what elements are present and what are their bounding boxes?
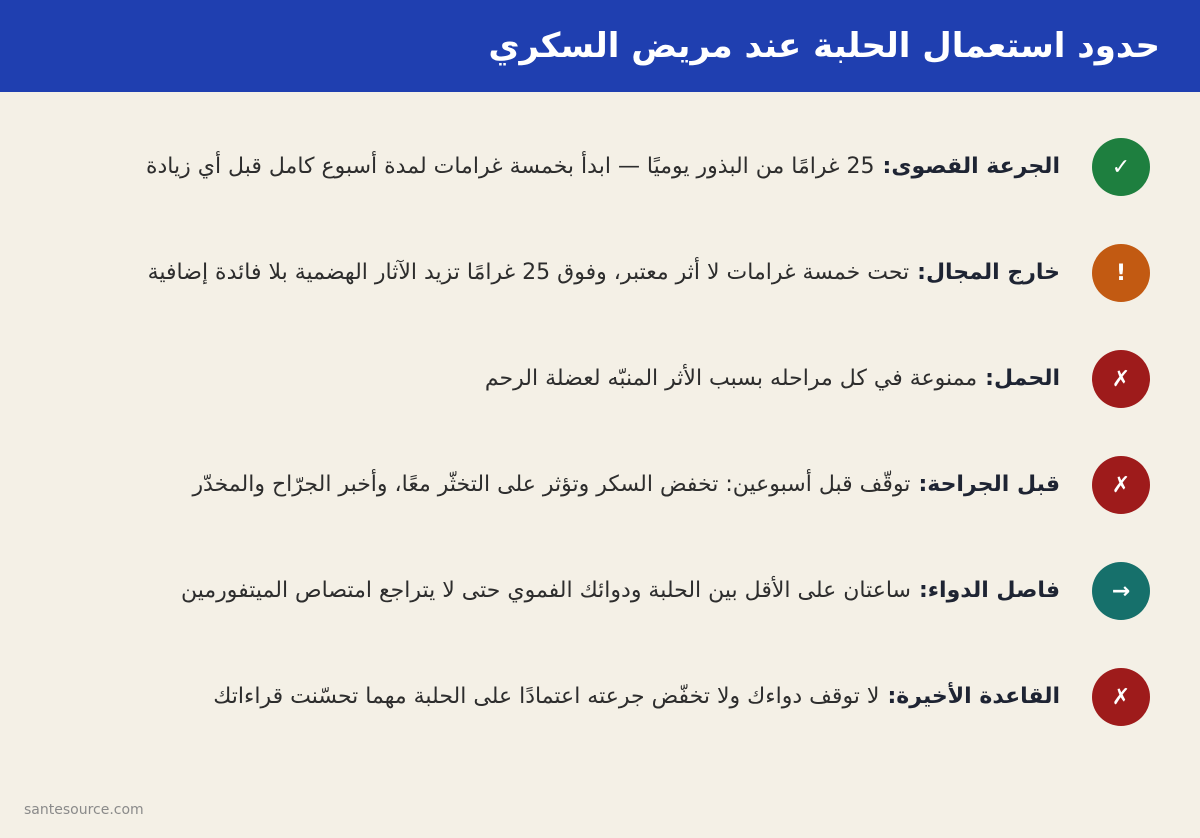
source-credit: santesource.com [24, 802, 144, 818]
arrow-icon: → [1092, 562, 1150, 620]
list-item [0, 114, 1200, 220]
rules-list [0, 114, 1200, 750]
item-label: فاصل الدواء: [919, 577, 1060, 603]
list-item [0, 326, 1200, 432]
item-description: توقّف قبل أسبوعين: تخفض السكر وتؤثر على التخثّر معًا، وأخبر الجرّاح والمخدّر [192, 471, 911, 497]
cross-icon: ✗ [1092, 350, 1150, 408]
list-item [0, 644, 1200, 750]
item-description: تحت خمسة غرامات لا أثر معتبر، وفوق 25 غرامًا تزيد الآثار الهضمية بلا فائدة إضافية [147, 259, 910, 285]
list-item [0, 432, 1200, 538]
item-description: لا توقف دواءك ولا تخفّض جرعته اعتمادًا على الحلبة مهما تحسّنت قراءاتك [213, 683, 880, 709]
header-bar [0, 0, 1200, 92]
item-text [148, 259, 1060, 288]
item-label: القاعدة الأخيرة: [887, 683, 1060, 709]
check-icon: ✓ [1092, 138, 1150, 196]
item-text [146, 153, 1060, 182]
item-text [181, 577, 1060, 606]
item-text [213, 683, 1060, 712]
item-label: قبل الجراحة: [918, 471, 1060, 497]
item-label: الحمل: [985, 365, 1060, 391]
item-description: ساعتان على الأقل بين الحلبة ودوائك الفموي حتى لا يتراجع امتصاص الميتفورمين [180, 577, 911, 603]
item-label: خارج المجال: [917, 259, 1060, 285]
list-item [0, 538, 1200, 644]
item-text [485, 365, 1060, 394]
page-title: حدود استعمال الحلبة عند مريض السكري [488, 26, 1160, 66]
warning-icon: ! [1092, 244, 1150, 302]
item-description: ممنوعة في كل مراحله بسبب الأثر المنبّه لعضلة الرحم [484, 365, 978, 391]
list-item [0, 220, 1200, 326]
item-text [192, 471, 1060, 500]
item-description: 25 غرامًا من البذور يوميًا — ابدأ بخمسة غرامات لمدة أسبوع كامل قبل أي زيادة [145, 153, 875, 179]
cross-icon: ✗ [1092, 456, 1150, 514]
cross-icon: ✗ [1092, 668, 1150, 726]
item-label: الجرعة القصوى: [882, 153, 1060, 179]
